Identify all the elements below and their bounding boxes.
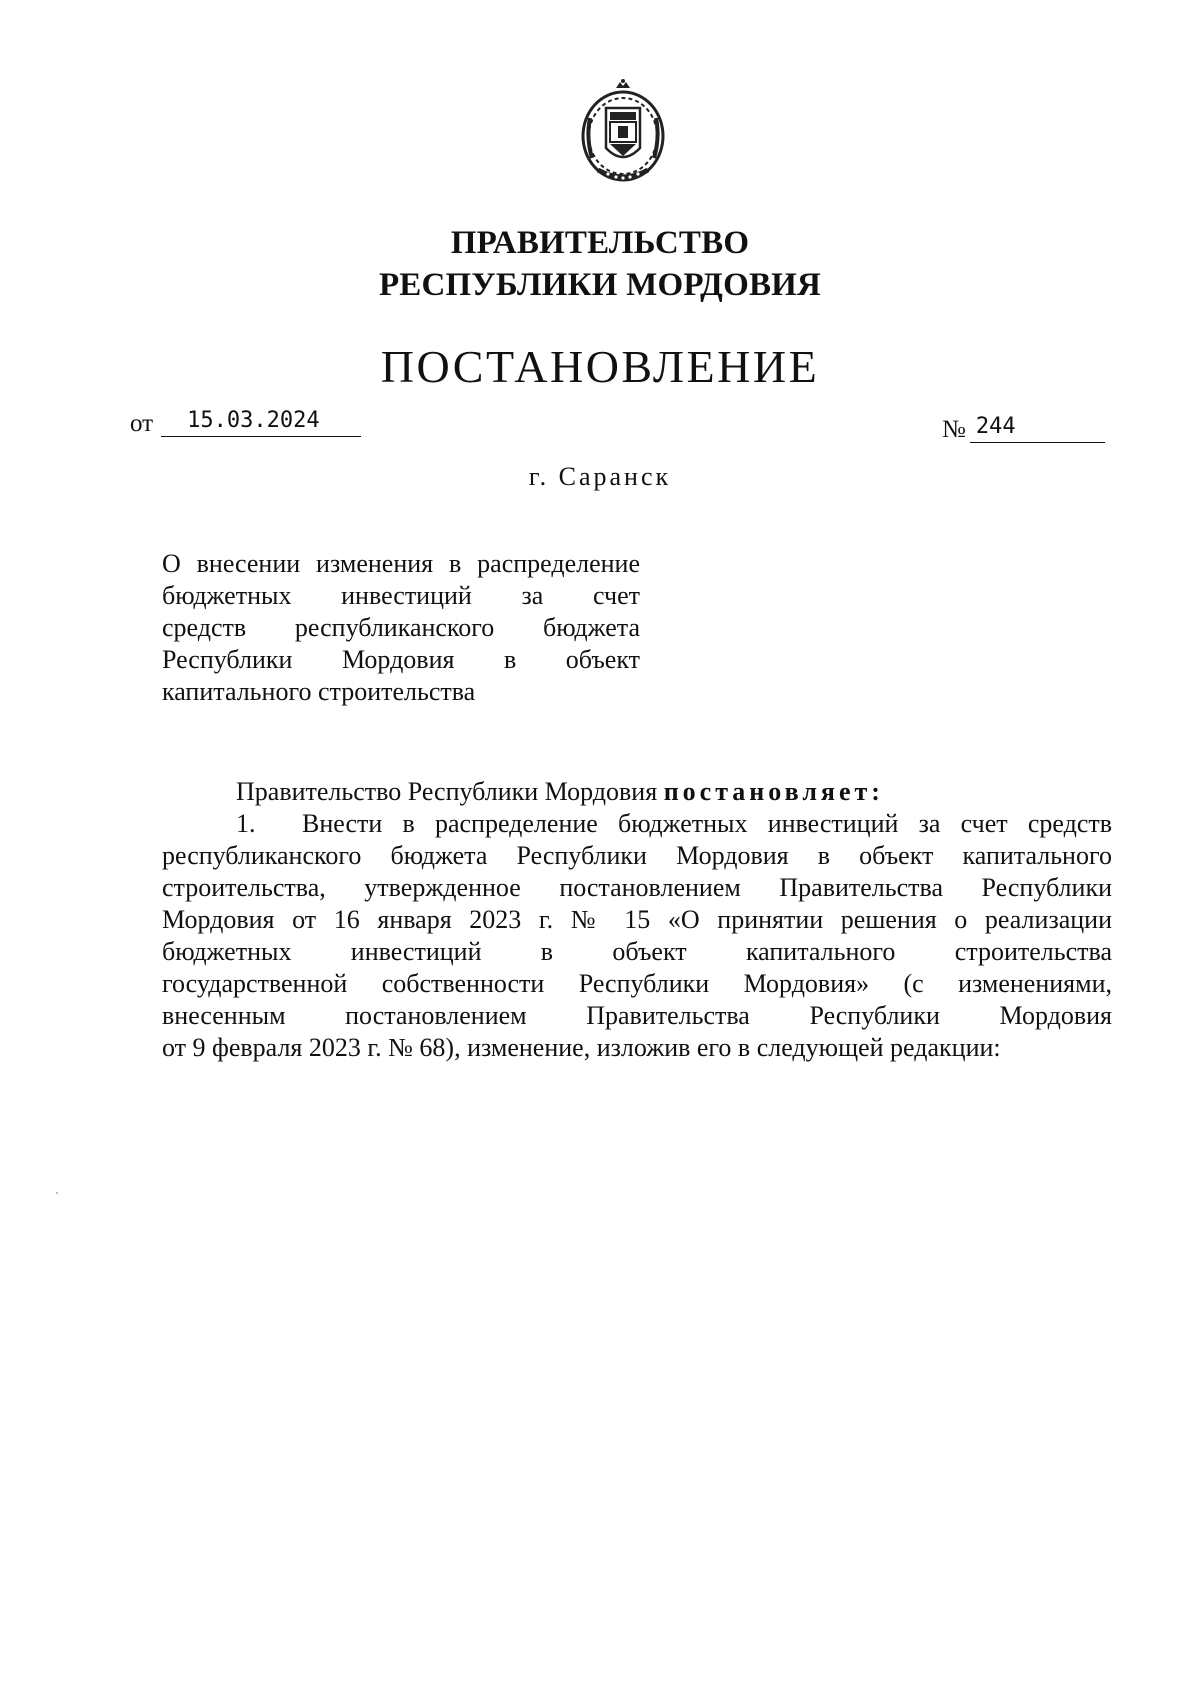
preamble	[236, 776, 884, 808]
number-value: 244	[970, 412, 1105, 443]
body-line: от 9 февраля 2023 г. № 68), изменение, изложив его в следующей редакции:	[162, 1033, 1001, 1062]
body-line: государственной собственности Республики Мордовия» (с изменениями,	[162, 969, 1112, 998]
organization-title-line-1: ПРАВИТЕЛЬСТВО	[450, 225, 750, 261]
body-line: республиканского бюджета Республики Мордовия в объект капитального	[162, 841, 1112, 870]
document-subject	[162, 548, 640, 708]
body-line: бюджетных инвестиций в объект капитального строительства	[162, 937, 1112, 966]
subject-line: средств республиканского бюджета	[162, 613, 640, 642]
body-line: строительства, утвержденное постановлением Правительства Республики	[162, 873, 1112, 902]
document-number	[942, 414, 1105, 445]
body-line	[162, 808, 1112, 840]
document-date	[130, 408, 361, 439]
preamble-keyword: постановляет:	[663, 777, 884, 806]
subject-line: О внесении изменения в распределение	[162, 549, 640, 578]
document-type: ПОСТАНОВЛЕНИЕ	[380, 341, 820, 392]
scan-speck	[56, 1192, 58, 1194]
body-line: Мордовия от 16 января 2023 г. № 15 «О принятии решения о реализации	[162, 905, 1112, 934]
coat-of-arms-icon	[568, 78, 678, 188]
subject-line: капитального строительства	[162, 677, 476, 706]
body-paragraph	[162, 808, 1112, 1064]
subject-line: Республики Мордовия в объект	[162, 645, 640, 674]
body-line-text: Внести в распределение бюджетных инвестиций за счет средств	[302, 809, 1112, 838]
date-value: 15.03.2024	[161, 406, 361, 437]
preamble-text: Правительство Республики Мордовия	[236, 777, 664, 806]
number-prefix: №	[942, 416, 966, 443]
organization-title-line-2: РЕСПУБЛИКИ МОРДОВИЯ	[378, 267, 822, 303]
organization-title	[0, 222, 1200, 306]
subject-line: бюджетных инвестиций за счет	[162, 581, 640, 610]
item-number: 1.	[236, 809, 256, 838]
date-prefix: от	[130, 410, 154, 437]
city: г. Саранск	[528, 462, 672, 491]
body-line: внесенным постановлением Правительства Республики Мордовия	[162, 1001, 1112, 1030]
